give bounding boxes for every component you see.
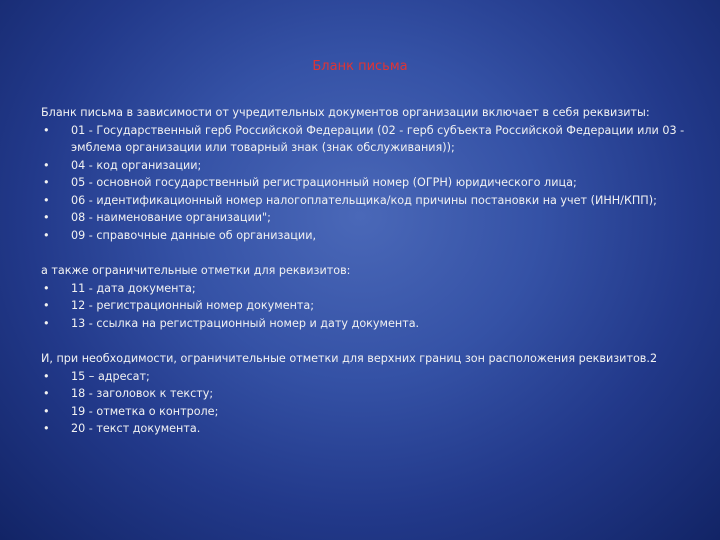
list-item-text: 06 - идентификационный номер налогоплательщика/код причины постановки на учет (ИНН/КПП);: [71, 193, 657, 207]
list-item-text: 05 - основной государственный регистрационный номер (ОГРН) юридического лица;: [71, 176, 577, 189]
list-item-text: 18 - заголовок к тексту;: [71, 387, 214, 400]
list-item-text: 01 - Государственный герб Российской Федерации (02 - герб субъекта Российской Федерации или 03 - эмблема организации или товарный знак (знак обслуживания));: [71, 123, 685, 154]
list-item: [41, 227, 691, 245]
bullet-icon: •: [43, 228, 50, 242]
list-item-text: 15 – адресат;: [71, 369, 150, 383]
list-item: [41, 368, 691, 386]
bullet-icon: •: [43, 211, 50, 224]
section-1-list: [41, 122, 691, 245]
section-2-list: [41, 280, 691, 333]
section-1-intro: Бланк письма в зависимости от учредительных документов организации включает в себя реквизиты:: [41, 106, 650, 119]
list-item-text: 13 - ссылка на регистрационный номер и дату документа.: [71, 316, 420, 330]
list-item-text: 12 - регистрационный номер документа;: [71, 299, 315, 312]
bullet-icon: •: [43, 387, 50, 400]
list-item: [41, 174, 691, 192]
spacer: [41, 244, 691, 262]
spacer: [41, 332, 691, 350]
list-item: [41, 209, 691, 227]
slide-body: [41, 104, 691, 438]
list-item: [41, 122, 691, 157]
bullet-icon: •: [43, 316, 50, 330]
list-item: [41, 157, 691, 175]
bullet-icon: •: [43, 123, 50, 137]
list-item-text: 08 - наименование организации";: [71, 211, 271, 224]
bullet-icon: •: [43, 422, 50, 435]
list-item: [41, 280, 691, 298]
bullet-icon: •: [43, 193, 50, 207]
list-item-text: 20 - текст документа.: [71, 422, 201, 435]
list-item: [41, 403, 691, 421]
list-item-text: 04 - код организации;: [71, 158, 202, 172]
list-item: [41, 315, 691, 333]
bullet-icon: •: [43, 404, 50, 418]
list-item: [41, 420, 691, 438]
section-3-list: [41, 368, 691, 438]
list-item-text: 19 - отметка о контроле;: [71, 404, 219, 418]
list-item: [41, 297, 691, 315]
list-item: [41, 192, 691, 210]
bullet-icon: •: [43, 369, 50, 383]
bullet-icon: •: [43, 281, 50, 295]
list-item: [41, 385, 691, 403]
bullet-icon: •: [43, 299, 50, 312]
section-3-intro: И, при необходимости, ограничительные отметки для верхних границ зон расположения реквизитов.2: [41, 352, 658, 365]
slide-title: Бланк письма: [312, 59, 408, 74]
list-item-text: 11 - дата документа;: [71, 281, 196, 295]
bullet-icon: •: [43, 176, 50, 189]
bullet-icon: •: [43, 158, 50, 172]
section-2-intro: а также ограничительные отметки для реквизитов:: [41, 264, 351, 277]
list-item-text: 09 - справочные данные об организации,: [71, 228, 317, 242]
